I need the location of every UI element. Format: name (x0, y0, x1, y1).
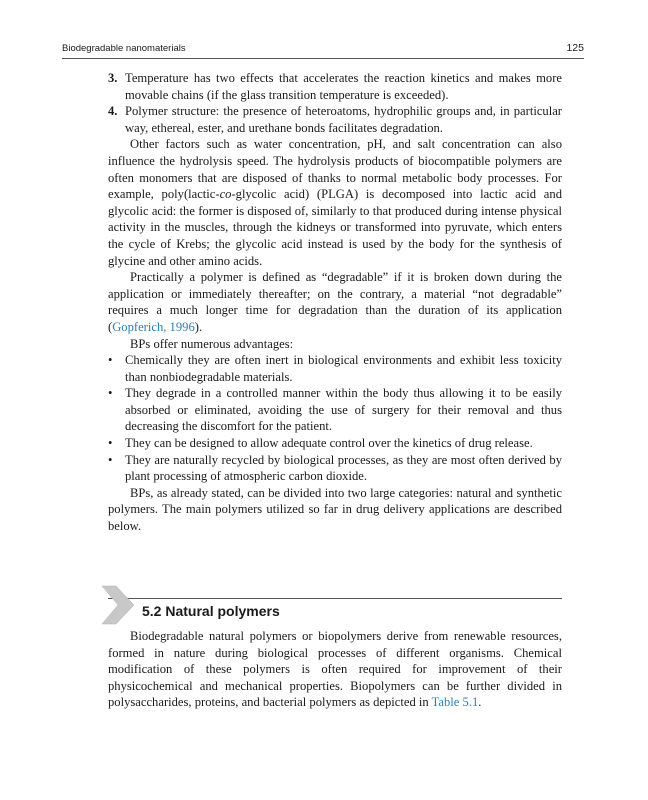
section-heading: 5.2 Natural polymers (142, 603, 280, 619)
bullet-text: They degrade in a controlled manner within the body thus allowing it to be easily absorbed or eliminated, avoiding the use of surgery for their removal and thus decreasing the discomfort for the patient. (125, 386, 562, 434)
bullet-text: They can be designed to allow adequate control over the kinetics of drug release. (125, 436, 533, 451)
chevron-section-icon (100, 584, 136, 626)
para-text: -glycolic acid) (PLGA) is decomposed into lactic acid and glycolic acid: the former is disposed of, similarly to that produced during intense physical activity in the muscles, through the kidneys or transformed into pyruvate, which enters the cycle of Krebs; the glycolic acid instead is used by the body for the synthesis of glycine and other amino acids. (108, 187, 562, 268)
para-text: Biodegradable natural polymers or biopolymers derive from renewable resources, formed in nature during biological processes of different organisms. Chemical modification of these polymers is often required for improvement of their physicochemical and mechanical properties. Biopolymers can be further divided in polysaccharides, proteins, and bacterial polymers as depicted in (108, 629, 562, 710)
bullet-text: They are naturally recycled by biological processes, as they are most often derived by plant processing of atmospheric carbon dioxide. (125, 452, 562, 484)
page-number: 125 (566, 42, 584, 54)
paragraph-natural-polymers (108, 628, 562, 711)
main-text (108, 70, 562, 535)
bullet-text: Chemically they are often inert in biological environments and exhibit less toxicity than nonbiodegradable materials. (125, 353, 562, 384)
item-number: 3. (108, 71, 118, 85)
numbered-item (108, 103, 562, 136)
book-title: Biodegradable nanomaterials (62, 43, 186, 54)
bullet-item (108, 452, 562, 485)
italic-co: co (219, 187, 232, 202)
paragraph-advantages: BPs offer numerous advantages: (130, 336, 294, 351)
section-body (108, 628, 562, 711)
para-text: Practically a polymer is defined as “degradable” if it is broken down during the application or immediately thereafter; on the contrary, a material “not degradable” requires a much longer time for degradation than the duration of its application ( (108, 270, 562, 334)
bullet-item (108, 385, 562, 435)
bullet-item (108, 435, 562, 452)
bullet-item (108, 352, 562, 385)
paragraph-hydrolysis (108, 136, 562, 269)
item-text: Temperature has two effects that accelerates the reaction kinetics and makes more movable chains (if the glass transition temperature is exceeded). (125, 71, 562, 102)
bullet-marker: • (108, 386, 113, 401)
para-text: . (478, 695, 482, 710)
para-text: ). (194, 319, 203, 334)
bullet-marker: • (108, 452, 113, 467)
paragraph-categories: BPs, as already stated, can be divided into two large categories: natural and synthetic polymers. The main polymers utilized so far in drug delivery applications are described below. (108, 485, 562, 534)
bullet-marker: • (108, 353, 113, 368)
citation-link[interactable]: Gopferich, 1996 (112, 319, 195, 334)
item-text: Polymer structure: the presence of heteroatoms, hydrophilic groups and, in particular way, ethereal, ester, and urethane bonds facilitates degradation. (125, 104, 562, 135)
bullet-marker: • (108, 436, 113, 451)
section-divider (108, 598, 562, 599)
numbered-item (108, 70, 562, 103)
table-link[interactable]: Table 5.1 (431, 695, 479, 710)
para-text: Other factors such as water concentration, pH, and salt concentration can also influence the hydrolysis speed. The hydrolysis products of biocompatible polymers are often monomers that are disposed of thanks to normal metabolic body processes. For example, poly(lactic- (108, 137, 562, 202)
running-header (62, 42, 584, 59)
item-number: 4. (108, 104, 118, 119)
paragraph-degradable (108, 269, 562, 335)
